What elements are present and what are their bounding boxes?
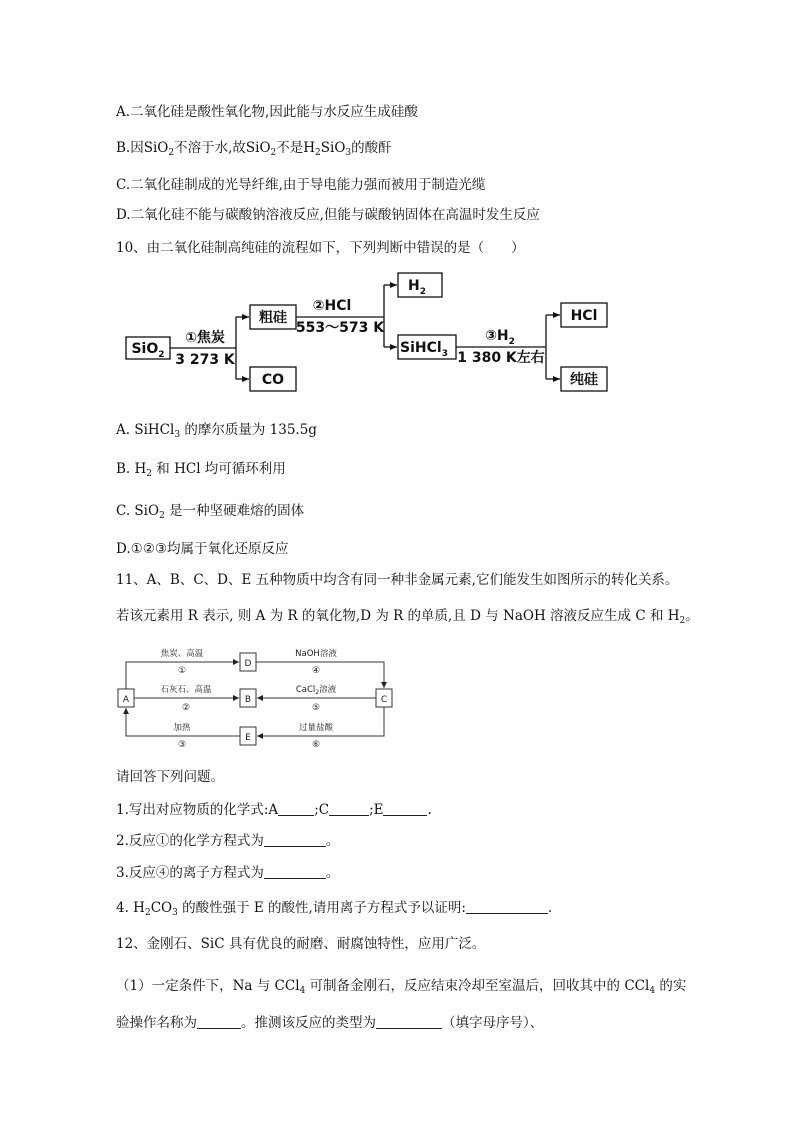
h2-label: $H_2$ (408, 278, 426, 297)
q11-transformation-diagram (112, 644, 402, 748)
q10-flow-diagram (120, 266, 620, 398)
q11-sub2: 2.反应①的化学方程式为 。 (116, 833, 340, 849)
reaction-1-condition: 焦炭、高温 (160, 649, 204, 659)
crude-si-label: 粗硅 (259, 310, 287, 326)
reaction-4-number: ④ (311, 666, 321, 676)
answer-blank-a[interactable] (278, 801, 314, 816)
q9-option-d: D.二氧化硅不能与碳酸钠溶液反应,但能与碳酸钠固体在高温时发生反应 (116, 207, 540, 223)
reaction-6-number: ⑥ (311, 740, 321, 748)
q10-option-a: A. SiHCl$_3$ 的摩尔质量为 135.5g (116, 422, 317, 440)
node-e-label: E (245, 733, 251, 743)
node-c-label: C (380, 695, 388, 705)
node-b-label: B (244, 695, 252, 705)
reaction-1-number: ① (177, 666, 187, 676)
reaction-5-number: ⑤ (311, 703, 321, 713)
step1-temp: 3 273 K (175, 352, 235, 368)
answer-blank-c[interactable] (329, 801, 369, 816)
q12-part1-line1: （1）一定条件下，Na 与 CCl$_4$ 可制备金刚石，反应结束冷却至室温后，回收其中的 CCl$_4$ 的实 (116, 978, 687, 996)
pure-si-label: 纯硅 (570, 372, 598, 388)
answer-blank-ionic[interactable] (466, 899, 548, 914)
q12-stem: 12、金刚石、SiC 具有优良的耐磨、耐腐蚀特性，应用广泛。 (116, 936, 486, 952)
answer-blank-r4[interactable] (264, 864, 326, 879)
node-a-label: A (122, 695, 130, 705)
q11-prompt: 请回答下列问题。 (116, 769, 224, 785)
reaction-6-condition: 过量盐酸 (298, 723, 334, 733)
sio2-label: SiO$_2$ (131, 341, 165, 360)
q10-option-b: B. $H_2$ 和 HCl 均可循环利用 (116, 461, 286, 479)
reaction-3-condition: 加热 (173, 723, 191, 733)
q11-sub4: 4. $H_2CO_3$ 的酸性强于 E 的酸性,请用离子方程式予以证明: . (116, 900, 553, 918)
hcl-label: HCl (570, 308, 598, 324)
q11-stem-line1: 11、A、B、C、D、E 五种物质中均含有同一种非金属元素,它们能发生如图所示的转化关系。 (116, 572, 679, 588)
step1-reagent: ①焦炭 (185, 330, 225, 346)
q11-stem-line2: 若该元素用 R 表示, 则 A 为 R 的氧化物,D 为 R 的单质,且 D 与 NaOH 溶液反应生成 C 和 $H_2$。 (116, 608, 699, 626)
q12-part1-line2: 验操作名称为 。推测该反应的类型为 （填字母序号）、 (116, 1015, 544, 1031)
reaction-5-condition: CaCl$_2$溶液 (295, 685, 337, 696)
q9-option-a: A.二氧化硅是酸性氧化物,因此能与水反应生成硅酸 (116, 104, 418, 120)
q11-sub1: 1.写出对应物质的化学式:A ;C ;E . (116, 802, 432, 818)
reaction-2-number: ② (181, 703, 191, 713)
q9-option-b: B.因SiO$_2$不溶于水,故SiO$_2$不是$H_2SiO_3$的酸酐 (116, 140, 392, 158)
answer-blank-reaction-type[interactable] (376, 1014, 442, 1029)
q9-option-c: C.二氧化硅制成的光导纤维,由于导电能力强而被用于制造光缆 (116, 177, 486, 193)
q11-sub3: 3.反应④的离子方程式为 。 (116, 865, 340, 881)
reaction-4-condition: NaOH溶液 (295, 649, 337, 659)
step3-temp: 1 380 K左右 (457, 350, 545, 366)
answer-blank-operation[interactable] (197, 1014, 241, 1029)
reaction-2-condition: 石灰石、高温 (160, 685, 212, 695)
q10-stem: 10、由二氧化硅制高纯硅的流程如下，下列判断中错误的是（ ） (116, 240, 525, 256)
step2-temp: 553～573 K (295, 320, 385, 336)
co-label: CO (261, 372, 285, 388)
answer-blank-e[interactable] (383, 801, 427, 816)
step3-reagent: $③H_2$ (485, 328, 515, 347)
q10-option-c: C. SiO$_2$ 是一种坚硬难熔的固体 (116, 503, 305, 521)
reaction-3-number: ③ (177, 740, 187, 748)
step2-reagent: ②HCl (312, 298, 352, 314)
q10-option-d: D.①②③均属于氧化还原反应 (116, 541, 289, 557)
answer-blank-r1[interactable] (264, 832, 326, 847)
sihcl3-label: SiHCl$_3$ (400, 340, 448, 359)
node-d-label: D (244, 659, 252, 669)
